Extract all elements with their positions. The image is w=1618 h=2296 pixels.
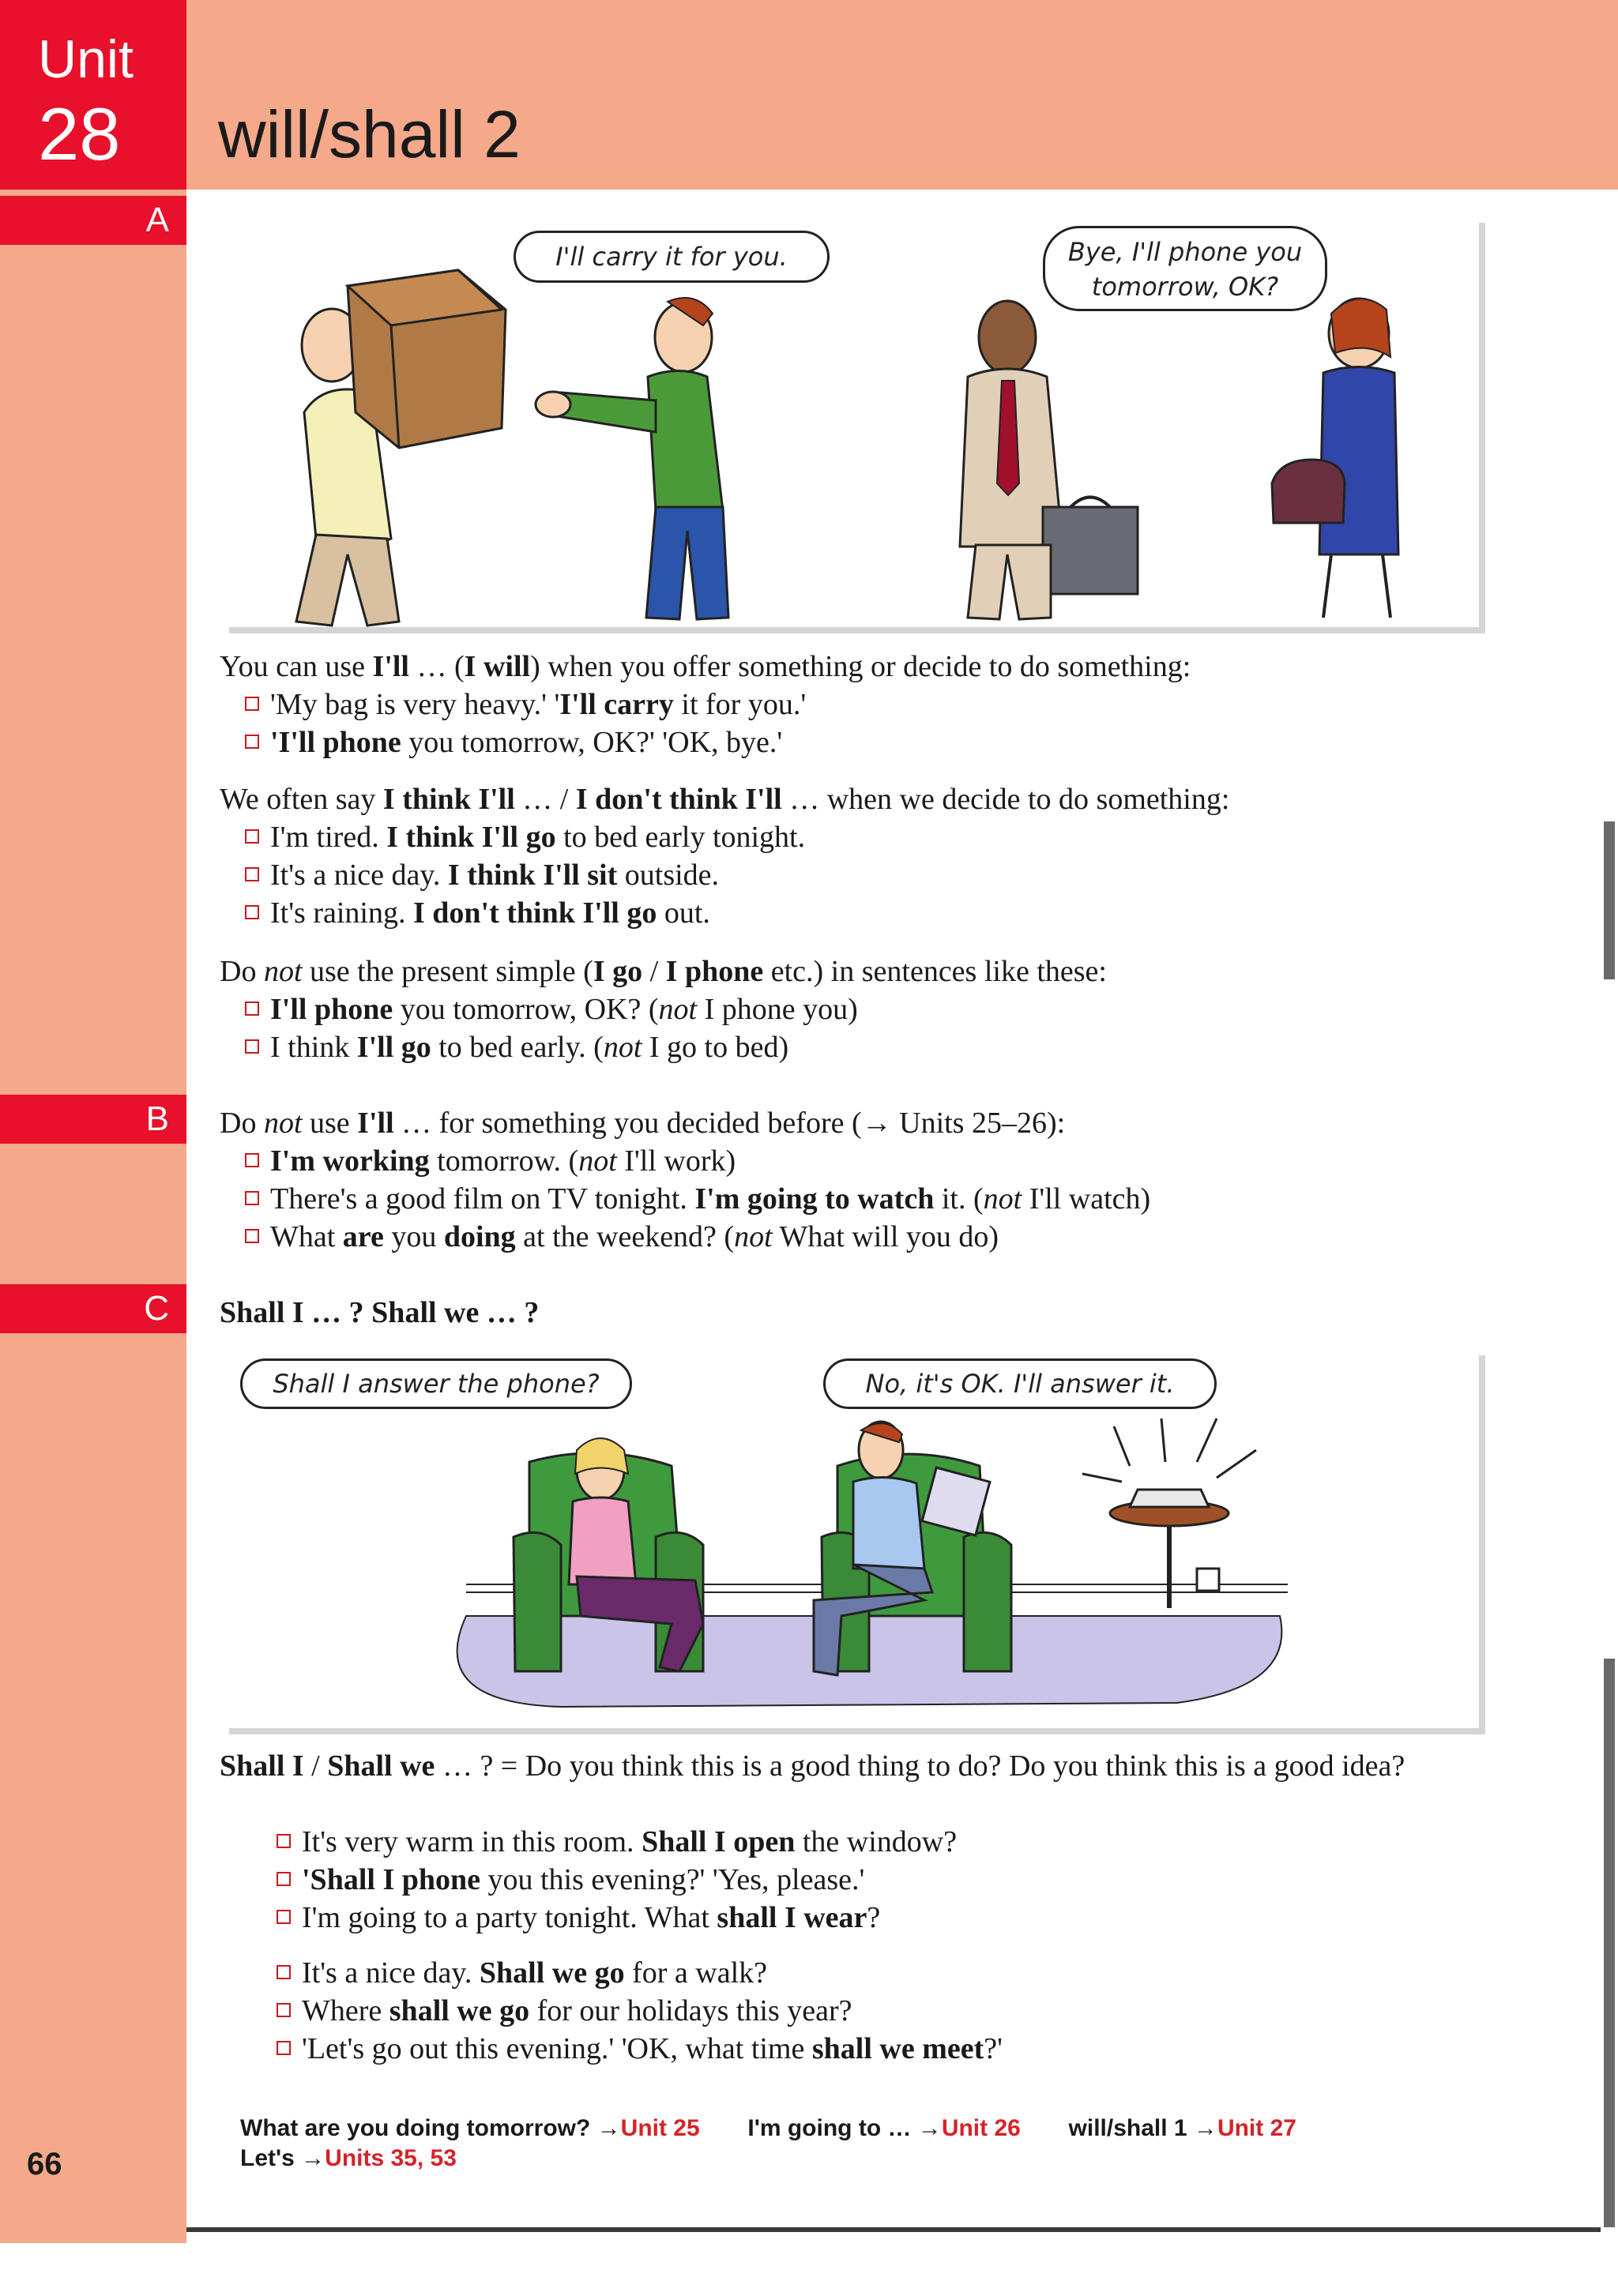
- example-item: It's a nice day. I think I'll sit outside.: [270, 856, 719, 894]
- section-c-paragraph: Shall I / Shall we … ? = Do you think this is a good thing to do? Do you think this is a good idea?: [220, 1749, 1405, 1783]
- example-item: 'I'll phone you tomorrow, OK?' 'OK, bye.': [270, 723, 782, 761]
- example-item: 'Shall I phone you this evening?' 'Yes, please.': [302, 1861, 864, 1899]
- crossref-text: What are you doing tomorrow? →: [240, 2115, 621, 2141]
- speech-bubble-phone: [1043, 226, 1327, 311]
- unit-word: Unit: [38, 29, 134, 89]
- crossref-link-unit-26[interactable]: Unit 26: [941, 2115, 1021, 2141]
- example-item: I'll phone you tomorrow, OK? (not I phone you): [270, 990, 858, 1028]
- page-title: will/shall 2: [218, 97, 521, 171]
- man-carrying-box: [296, 270, 506, 626]
- example-item: Where shall we go for our holidays this year?: [302, 1992, 852, 2030]
- speech-bubble-answer: No, it's OK. I'll answer it.: [823, 1358, 1217, 1409]
- bottom-rule: [186, 2227, 1601, 2232]
- section-b-paragraph: Do not use I'll … for something you decided before (→ Units 25–26):: [220, 1107, 1066, 1140]
- example-item: I'm tired. I think I'll go to bed early tonight.: [270, 818, 805, 856]
- crossref-text: will/shall 1 →: [1068, 2115, 1217, 2141]
- page-edge-mark: [1604, 1659, 1615, 2227]
- section-a-paragraph-2: We often say I think I'll … / I don't think I'll … when we decide to do something:: [220, 783, 1230, 816]
- example-item: It's very warm in this room. Shall I open the window?: [302, 1823, 957, 1861]
- page-edge-mark: [1604, 821, 1615, 979]
- speech-bubble-shall: Shall I answer the phone?: [240, 1358, 632, 1409]
- example-item: It's raining. I don't think I'll go out.: [270, 894, 710, 932]
- example-item: I'm working tomorrow. (not I'll work): [270, 1142, 736, 1180]
- illustration-shall: [229, 1355, 1485, 1734]
- example-item: I'm going to a party tonight. What shall I wear?: [302, 1899, 880, 1937]
- crossref-link-unit-25[interactable]: Unit 25: [620, 2115, 700, 2141]
- section-tag-a: A: [0, 196, 186, 245]
- example-item: It's a nice day. Shall we go for a walk?: [302, 1954, 767, 1992]
- example-item: I think I'll go to bed early. (not I go to bed): [270, 1028, 788, 1066]
- section-tag-c: C: [0, 1284, 186, 1333]
- businessman: [960, 301, 1138, 619]
- unit-number: 28: [38, 92, 121, 175]
- section-tag-b: B: [0, 1095, 186, 1144]
- section-a-paragraph-1: You can use I'll … (I will) when you offer something or decide to do something:: [220, 650, 1191, 683]
- unit-label: [0, 0, 186, 190]
- crossref-link-units-35-53[interactable]: Units 35, 53: [325, 2145, 457, 2171]
- example-item: 'Let's go out this evening.' 'OK, what time shall we meet?': [302, 2030, 1003, 2068]
- woman-with-bag: [1272, 299, 1398, 618]
- telephone-table: [1082, 1419, 1256, 1608]
- speech-bubble-phone-line1: Bye, I'll phone you: [1067, 237, 1303, 267]
- speech-bubble-phone-line2: tomorrow, OK?: [1091, 272, 1279, 302]
- footer-crossref-line-1: [240, 2115, 1296, 2142]
- example-item: 'My bag is very heavy.' 'I'll carry it for you.': [270, 686, 806, 723]
- example-item: What are you doing at the weekend? (not What will you do): [270, 1218, 999, 1256]
- section-a-paragraph-3: Do not use the present simple (I go / I phone etc.) in sentences like these:: [220, 955, 1107, 988]
- illustration-shall-drawing: [229, 1355, 1485, 1734]
- example-item: There's a good film on TV tonight. I'm going to watch it. (not I'll watch): [270, 1180, 1150, 1218]
- page-number: 66: [27, 2147, 62, 2181]
- crossref-text: I'm going to … →: [747, 2115, 942, 2141]
- speech-bubble-carry: I'll carry it for you.: [514, 231, 830, 283]
- illustration-offer: [229, 223, 1485, 633]
- footer-crossref-line-2: [240, 2145, 457, 2172]
- crossref-link-unit-27[interactable]: Unit 27: [1217, 2115, 1296, 2141]
- crossref-text: Let's →: [240, 2145, 325, 2171]
- man-offering-help: [536, 298, 728, 619]
- section-c-heading: Shall I … ? Shall we … ?: [220, 1296, 540, 1329]
